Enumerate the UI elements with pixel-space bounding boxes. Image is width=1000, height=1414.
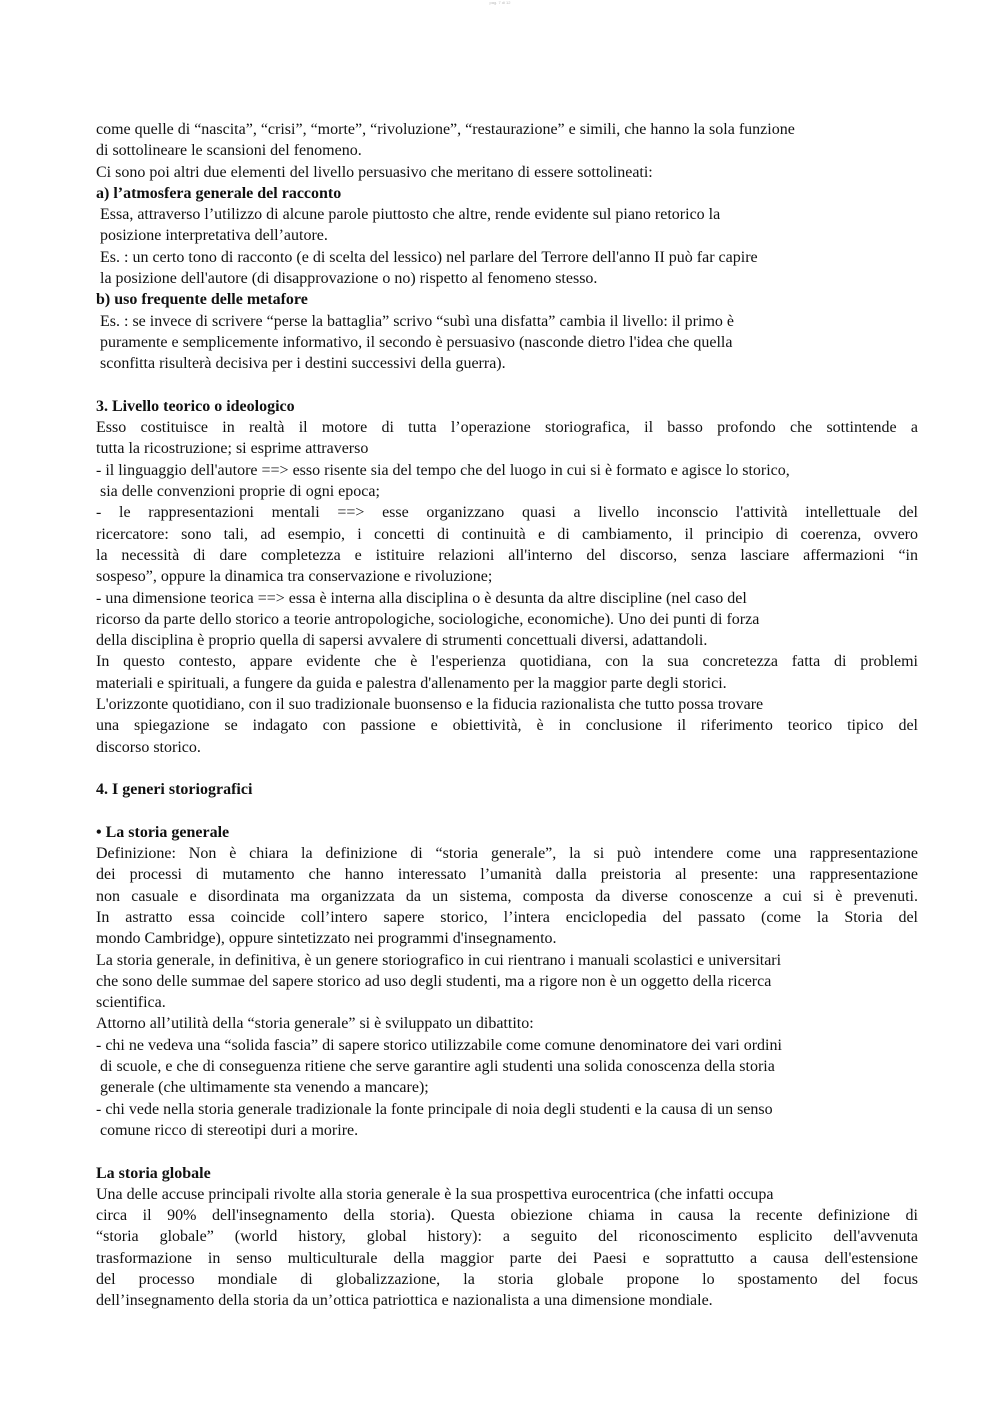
text-line: mondo Cambridge), oppure sintetizzato nei programmi d'insegnamento. <box>96 930 557 948</box>
text-line: di sottolineare le scansioni del fenomeno. <box>96 142 362 160</box>
text-line: Attorno all’utilità della “storia generale” si è sviluppato un dibattito: <box>96 1015 534 1033</box>
text-line: discorso storico. <box>96 738 201 756</box>
text-line: Es. : un certo tono di racconto (e di scelta del lessico) nel parlare del Terrore dell'anno II può far capire <box>100 248 758 266</box>
text-line: ricorso da parte dello storico a teorie antropologiche, sociologiche, economiche). Uno dei punti di forza <box>96 610 760 628</box>
text-line: Ci sono poi altri due elementi del livello persuasivo che meritano di essere sottolineati: <box>96 163 653 181</box>
text-line: dell’insegnamento della storia da un’ottica patriottica e nazionalista a una dimensione mondiale. <box>96 1292 713 1310</box>
text-line: In questo contesto, appare evidente che è l'esperienza quotidiana, con la sua concretezza fatta di problemi <box>96 653 918 671</box>
text-line: Definizione: Non è chiara la definizione di “storia generale”, la si può intendere come una rappresentazione <box>96 845 918 863</box>
text-line: puramente e semplicemente informativo, il secondo è persuasivo (nasconde dietro l'idea che quella <box>100 333 733 351</box>
text-line: - chi vede nella storia generale tradizionale la fonte principale di noia degli studenti e la causa di un senso <box>96 1100 773 1118</box>
text-line: “storia globale” (world history, global history): a seguito del riconoscimento esplicito dell'avvenuta <box>96 1228 918 1246</box>
text-line: - le rappresentazioni mentali ==> esse organizzano quasi a livello inconscio l'attività intellettuale del <box>96 504 918 522</box>
subheading-metafore: b) uso frequente delle metafore <box>96 291 308 309</box>
text-line: la necessità di dare completezza e istituire relazioni all'interno del discorso, senza lasciare affermazioni “in <box>96 546 918 564</box>
text-line: generale (che ultimamente sta venendo a mancare); <box>100 1079 429 1097</box>
section-heading-3: 3. Livello teorico o ideologico <box>96 397 295 415</box>
text-line: sospeso”, oppure la dinamica tra conservazione e rivoluzione; <box>96 568 493 586</box>
text-line: - una dimensione teorica ==> essa è interna alla disciplina o è desunta da altre discipline (nel caso del <box>96 589 747 607</box>
subheading-atmosfera: a) l’atmosfera generale del racconto <box>96 184 342 202</box>
document-body <box>96 119 918 1312</box>
text-line: posizione interpretativa dell’autore. <box>100 227 328 245</box>
text-line: della disciplina è proprio quella di sapersi avvalere di strumenti concettuali diversi, adattandoli. <box>96 632 708 650</box>
subheading-storia-generale: • La storia generale <box>96 823 230 841</box>
text-line: una spiegazione se indagato con passione e obiettività, è in conclusione il riferimento teorico tipico del <box>96 717 918 735</box>
subheading-storia-globale: La storia globale <box>96 1164 211 1182</box>
text-line: Es. : se invece di scrivere “perse la battaglia” scrivo “subì una disfatta” cambia il livello: il primo è <box>100 312 734 330</box>
text-line: dei processi di mutamento che hanno interessato l’umanità dalla preistoria al presente: una rappresentazione <box>96 866 918 884</box>
text-line: L'orizzonte quotidiano, con il suo tradizionale buonsenso e la fiducia razionalista che tutto possa trovare <box>96 696 764 714</box>
text-line: comune ricco di stereotipi duri a morire. <box>100 1121 359 1139</box>
text-line: In astratto essa coincide coll’intero sapere storico, l’intera enciclopedia del passato (come la Storia del <box>96 908 918 926</box>
text-line: sia delle convenzioni proprie di ogni epoca; <box>100 483 380 501</box>
text-line: materiali e spirituali, a fungere da guida e palestra d'allenamento per la maggior parte degli storici. <box>96 674 727 692</box>
text-line: del processo mondiale di globalizzazione, la storia globale propone lo spostamento del focus <box>96 1271 918 1289</box>
section-heading-4: 4. I generi storiografici <box>96 781 253 799</box>
text-line: che sono delle summae del sapere storico ad uso degli studenti, ma a rigore non è un oggetto della ricerca <box>96 972 772 990</box>
text-line: trasformazione in senso multiculturale della maggior parte dei Paesi e soprattutto a causa dell'estensione <box>96 1249 918 1267</box>
text-line: come quelle di “nascita”, “crisi”, “morte”, “rivoluzione”, “restaurazione” e simili, che hanno la sola funzione <box>96 121 795 138</box>
text-line: Essa, attraverso l’utilizzo di alcune parole piuttosto che altre, rende evidente sul piano retorico la <box>100 206 721 224</box>
text-line: scientifica. <box>96 994 166 1012</box>
text-line: la posizione dell'autore (di disapprovazione o no) rispetto al fenomeno stesso. <box>100 270 598 288</box>
text-line: La storia generale, in definitiva, è un genere storiografico in cui rientrano i manuali scolastici e universitari <box>96 951 782 969</box>
text-line: di scuole, e che di conseguenza ritiene che serve garantire agli studenti una solida conoscenza della storia <box>100 1058 775 1076</box>
page-header-mark: pag. 7 di 12 <box>489 0 511 5</box>
text-line: - chi ne vedeva una “solida fascia” di sapere storico utilizzabile come comune denominatore dei vari ordini <box>96 1036 782 1054</box>
text-line: ricercatore: sono tali, ad esempio, i concetti di continuità e di cambiamento, il principio di coerenza, ovvero <box>96 525 918 543</box>
text-line: tutta la ricostruzione; si esprime attraverso <box>96 440 369 458</box>
text-line: non casuale e disordinata ma organizzata da un sistema, composta da diverse conoscenze a cui si è prevenuti. <box>96 887 918 905</box>
text-line: - il linguaggio dell'autore ==> esso risente sia del tempo che del luogo in cui si è formato e agisce lo storico, <box>96 461 790 479</box>
text-line: sconfitta risulterà decisiva per i destini successivi della guerra). <box>100 355 506 373</box>
text-line: Esso costituisce in realtà il motore di tutta l’operazione storiografica, il basso profondo che sottintende a <box>96 419 918 437</box>
text-line: Una delle accuse principali rivolte alla storia generale è la sua prospettiva eurocentrica (che infatti occupa <box>96 1185 774 1203</box>
text-line: circa il 90% dell'insegnamento della storia). Questa obiezione chiama in causa la recente definizione di <box>96 1207 918 1225</box>
